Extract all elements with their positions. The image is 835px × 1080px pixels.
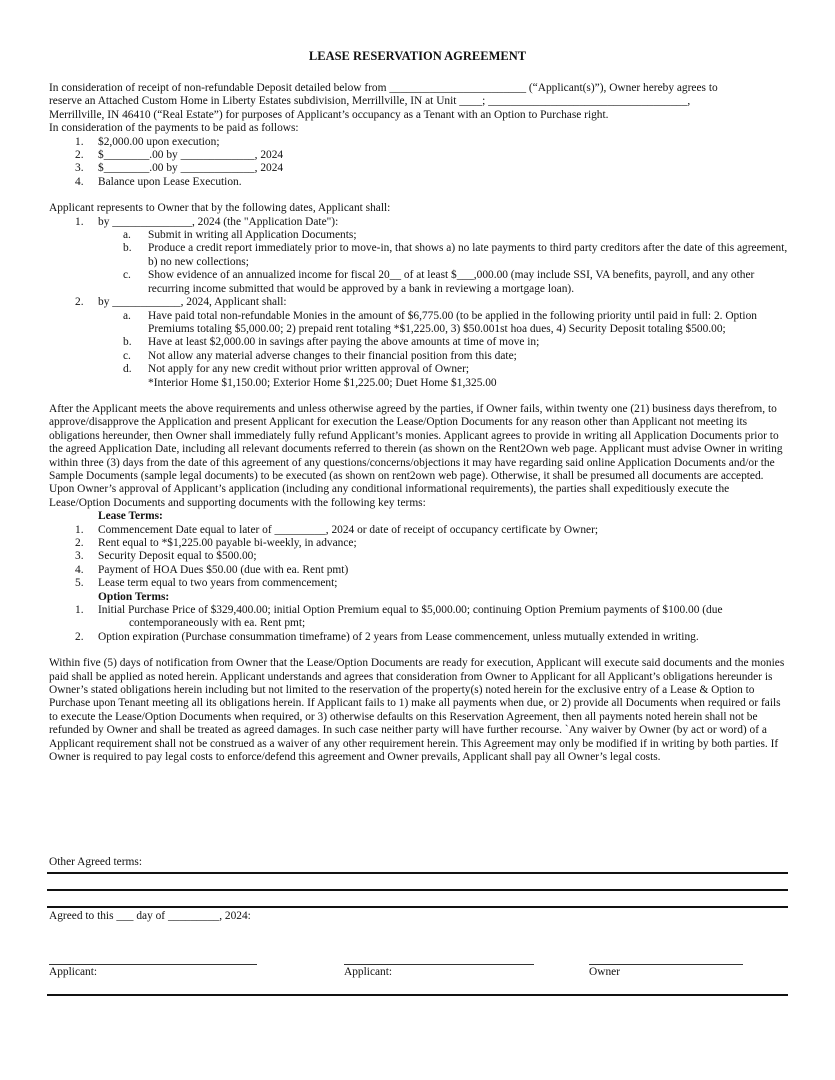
divider: [47, 906, 788, 908]
owner-signature-label: Owner: [589, 966, 620, 978]
sub-item: c. Show evidence of an annualized income for fiscal 20__ of at least $___,000.00 (may include SSI, VA benefits, payroll, and any other recurring income submitted that would be approved by a bank in reviewing a mortgage loan).: [123, 269, 755, 295]
sub-item: a. Submit in writing all Application Documents;: [123, 229, 357, 242]
represents-line: Applicant represents to Owner that by the following dates, Applicant shall:: [49, 202, 391, 215]
within-paragraph: Within five (5) days of notification from Owner that the Lease/Option Documents are ready for execution, Applicant will execute said documents and the monies paid shall be applied as noted herein. Applicant understands and agrees that consideration from Owner to Applicant for all Applicant’s obligations hereunder is Owner’s stated obligations herein including but not limited to the reservation of the property(s) noted herein for the exclusive entry of a Lease & Option to Purchase upon Tenant meeting all its obligations herein. If Applicant fails to 1) make all payments when due, or 2) provide all Documents when required or fails to execute the Lease/Option Documents when required, or 3) otherwise defaults on this Reservation Agreement, then all payments noted herein shall not be refunded by Owner and shall be treated as agreed damages. In such case neither party will have further recourse. `Any waiver by Owner (by act or word) of a Applicant requirement shall not be construed as a waiver of any other requirement herein. This Agreement may only be modified if in writing by both parties. If Owner is required to pay legal costs to enforce/defend this agreement and Owner prevails, Applicant shall pay all Owner’s legal costs.: [49, 657, 785, 764]
intro-line: reserve an Attached Custom Home in Liberty Estates subdivision, Merrillville, IN at Unit ____; ___________________________________,: [49, 95, 691, 108]
divider: [47, 994, 788, 996]
signature-line: [344, 964, 534, 965]
signature-line: [589, 964, 743, 965]
list-item: 4. Balance upon Lease Execution.: [75, 175, 242, 188]
agreed-date-line: Agreed to this ___ day of _________, 2024:: [49, 910, 251, 922]
list-item-continuation: contemporaneously with ea. Rent pmt;: [129, 617, 306, 630]
list-item: 2. by ____________, 2024, Applicant shall:: [75, 296, 287, 309]
list-item: 1. Commencement Date equal to later of _________, 2024 or date of receipt of occupancy certificate by Owner;: [75, 523, 599, 536]
list-item: 4. Payment of HOA Dues $50.00 (due with ea. Rent pmt): [75, 563, 349, 576]
list-item: 3. Security Deposit equal to $500.00;: [75, 550, 257, 563]
divider: [47, 889, 788, 891]
list-item: 1. by ______________, 2024 (the "Application Date"):: [75, 215, 339, 228]
list-item: 5. Lease term equal to two years from commencement;: [75, 577, 338, 590]
after-paragraph: After the Applicant meets the above requirements and unless otherwise agreed by the parties, if Owner fails, within twenty one (21) business days therefrom, to approve/disapprove the Application and present Applicant for execution the Lease/Option Documents for any reason other than Applicant not meeting its obligations hereunder, then Owner shall immediately fully refund Applicant’s monies. Applicant agrees to provide in writing all Application Documents prior to the agreed Application Date, including all relevant documents referred to therein (as shown on the Rent2Own web page. Applicant must advise Owner in writing within three (3) days from the date of this agreement of any questions/concerns/objections it may have regarding said online Application Documents and/or the Sample Documents (sample legal documents) to be executed (as shown on rent2own web page). Otherwise, it shall be presumed all documents are accepted. Upon Owner’s approval of Applicant’s application (including any conditional informational requirements), the parties shall expeditiously execute the Lease/Option Documents and supporting documents with the following key terms:: [49, 402, 783, 509]
intro-line: In consideration of receipt of non-refundable Deposit detailed below from ________________________ (“Applicant(s)”), Owner hereby agrees to: [49, 82, 718, 94]
divider: [47, 872, 788, 874]
document-body: [49, 82, 789, 765]
signature-line: [49, 964, 257, 965]
document-title: LEASE RESERVATION AGREEMENT: [308, 49, 527, 63]
applicant-signature-label: Applicant:: [49, 966, 98, 978]
sub-item: c. Not allow any material adverse changes to their financial position from this date;: [123, 349, 517, 362]
option-terms-heading: Option Terms:: [98, 590, 170, 603]
intro-line: In consideration of the payments to be paid as follows:: [49, 122, 299, 135]
list-item: 2. $________.00 by _____________, 2024: [75, 149, 284, 162]
list-item: 1. $2,000.00 upon execution;: [75, 135, 220, 148]
list-item: 3. $________.00 by _____________, 2024: [75, 162, 284, 175]
sub-item: d. Not apply for any new credit without prior written approval of Owner;: [123, 363, 470, 376]
list-item: 1. Initial Purchase Price of $329,400.00; initial Option Premium equal to $5,000.00; continuing Option Premium payments of $100.00 (due: [75, 604, 723, 617]
payment-list: [49, 136, 789, 190]
list-item: 2. Rent equal to *$1,225.00 payable bi-weekly, in advance;: [75, 537, 357, 549]
sub-item: b. Have at least $2,000.00 in savings after paying the above amounts at time of move in;: [123, 336, 540, 349]
other-terms-label: Other Agreed terms:: [49, 856, 142, 868]
sub-item: a. Have paid total non-refundable Monies in the amount of $6,775.00 (to be applied in the following priority until paid in full: 2. Option Premiums totaling $5,000.00; 2) prepaid rent totaling *$1,225.00, 3) $50.001st hoa dues, 4) Security Deposit totaling $500.00;: [123, 309, 757, 335]
applicant-signature-label: Applicant:: [344, 966, 393, 978]
sub-item: b. Produce a credit report immediately prior to move-in, that shows a) no late payments to third party creditors after the date of this agreement, b) no new collections;: [123, 242, 788, 268]
intro-line: Merrillville, IN 46410 (“Real Estate”) for purposes of Applicant’s occupancy as a Tenant with an Option to Purchase right.: [49, 108, 609, 121]
list-item: 2. Option expiration (Purchase consummation timeframe) of 2 years from Lease commencement, unless mutually extended in writing.: [75, 630, 699, 643]
lease-terms-heading: Lease Terms:: [98, 510, 163, 523]
pricing-note: *Interior Home $1,150.00; Exterior Home $1,225.00; Duet Home $1,325.00: [148, 376, 497, 389]
